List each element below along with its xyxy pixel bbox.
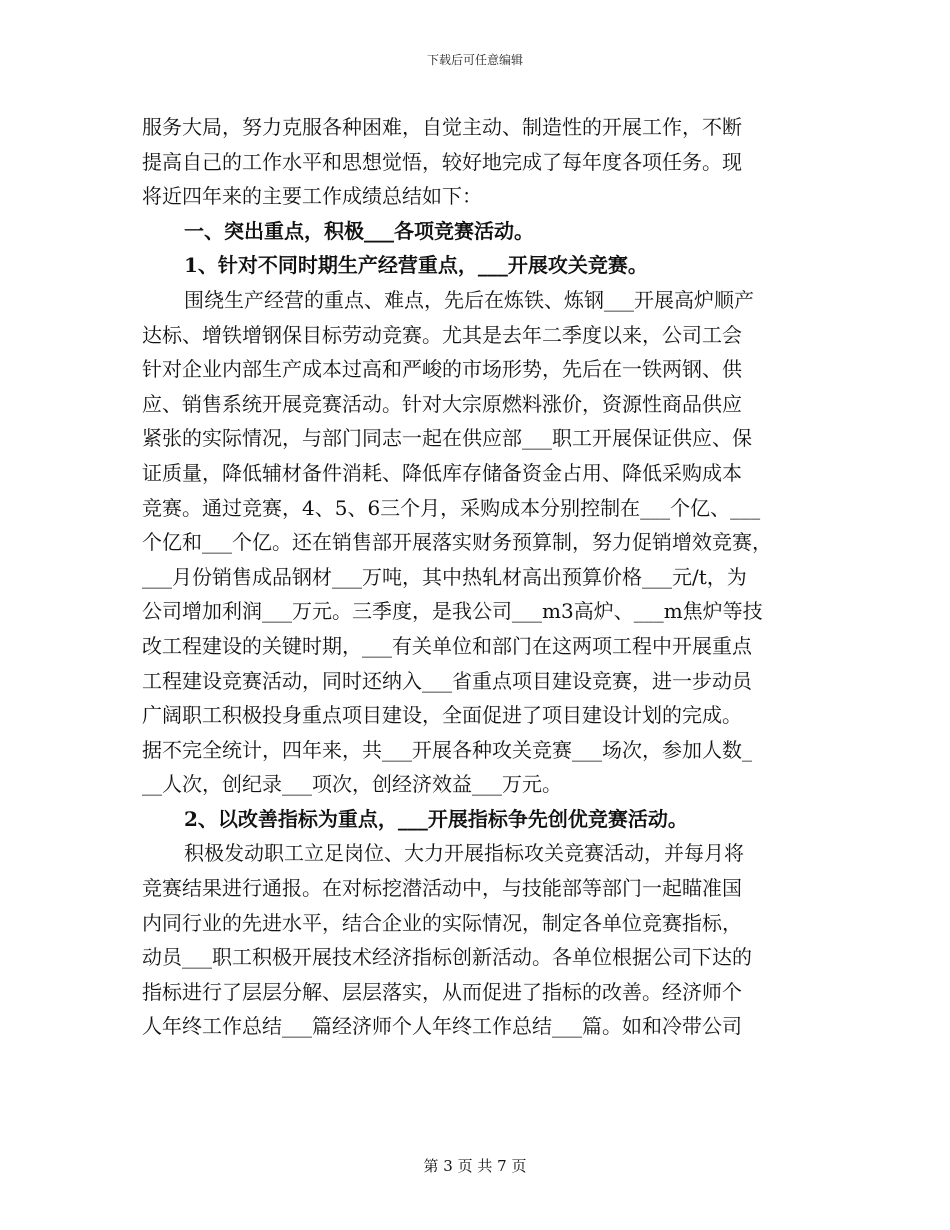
section-heading-line: 1、针对不同时期生产经营重点，___开展攻关竞赛。 <box>184 253 648 278</box>
text-line: 应、销售系统开展竞赛活动。针对大宗原燃料涨价，资源性商品供应 <box>142 391 742 416</box>
text-line: 证质量，降低辅材备件消耗、降低库存储备资金占用、降低采购成本 <box>142 460 742 485</box>
text-line: 服务大局，努力克服各种困难，自觉主动、制造性的开展工作，不断 <box>142 115 742 139</box>
text-line: 针对企业内部生产成本过高和严峻的市场形势，先后在一铁两钢、供 <box>142 357 742 382</box>
text-line: 内同行业的先进水平，结合企业的实际情况，制定各单位竞赛指标， <box>142 910 742 935</box>
section-heading-line: 一、突出重点，积极___各项竞赛活动。 <box>184 218 534 243</box>
text-line: 积极发动职工立足岗位、大力开展指标攻关竞赛活动，并每月将 <box>184 841 744 866</box>
text-line: 广阔职工积极投身重点项目建设，全面促进了项目建设计划的完成。 <box>142 703 742 728</box>
page-header: 下载后可任意编辑 <box>426 53 523 67</box>
text-line: 提高自己的工作水平和思想觉悟，较好地完成了每年度各项任务。现 <box>142 149 742 174</box>
text-line: 个亿和___个亿。还在销售部开展落实财务预算制，努力促销增效竞赛， <box>142 530 772 555</box>
text-line: 达标、增铁增钢保目标劳动竞赛。尤其是去年二季度以来，公司工会 <box>142 322 742 347</box>
text-line: 人年终工作总结___篇经济师个人年终工作总结___篇。如和冷带公司 <box>142 1014 742 1039</box>
text-line: 竞赛。通过竞赛，4、5、6三个月，采购成本分别控制在___个亿、___ <box>142 495 761 520</box>
text-line: 将近四年来的主要工作成绩总结如下： <box>142 184 482 209</box>
text-line: 紧张的实际情况，与部门同志一起在供应部___职工开展保证供应、保 <box>142 426 752 451</box>
text-line: __人次，创纪录___项次，创经济效益___万元。 <box>142 772 562 797</box>
text-line: 围绕生产经营的重点、难点，先后在炼铁、炼钢___开展高炉顺产 <box>184 287 754 312</box>
text-line: ___月份销售成品钢材___万吨，其中热轧材高出预算价格___元/t，为 <box>142 564 747 589</box>
text-line: 指标进行了层层分解、层层落实，从而促进了指标的改善。经济师个 <box>142 979 742 1004</box>
section-heading-line: 2、以改善指标为重点，___开展指标争先创优竞赛活动。 <box>184 806 688 831</box>
text-line: 据不完全统计，四年来，共___开展各种攻关竞赛___场次，参加人数_ <box>142 737 752 762</box>
text-line: 竞赛结果进行通报。在对标挖潜活动中，与技能部等部门一起瞄准国 <box>142 876 742 901</box>
text-line: 公司增加利润___万元。三季度，是我公司___m3高炉、___m焦炉等技 <box>142 599 763 624</box>
text-line: 工程建设竞赛活动，同时还纳入___省重点项目建设竞赛，进一步动员 <box>142 668 752 693</box>
page-footer: 第 3 页 共 7 页 <box>423 1157 527 1175</box>
text-line: 动员___职工积极开展技术经济指标创新活动。各单位根据公司下达的 <box>142 945 752 970</box>
text-line: 改工程建设的关键时期，___有关单位和部门在这两项工程中开展重点 <box>142 633 752 658</box>
document-body <box>142 110 807 1044</box>
